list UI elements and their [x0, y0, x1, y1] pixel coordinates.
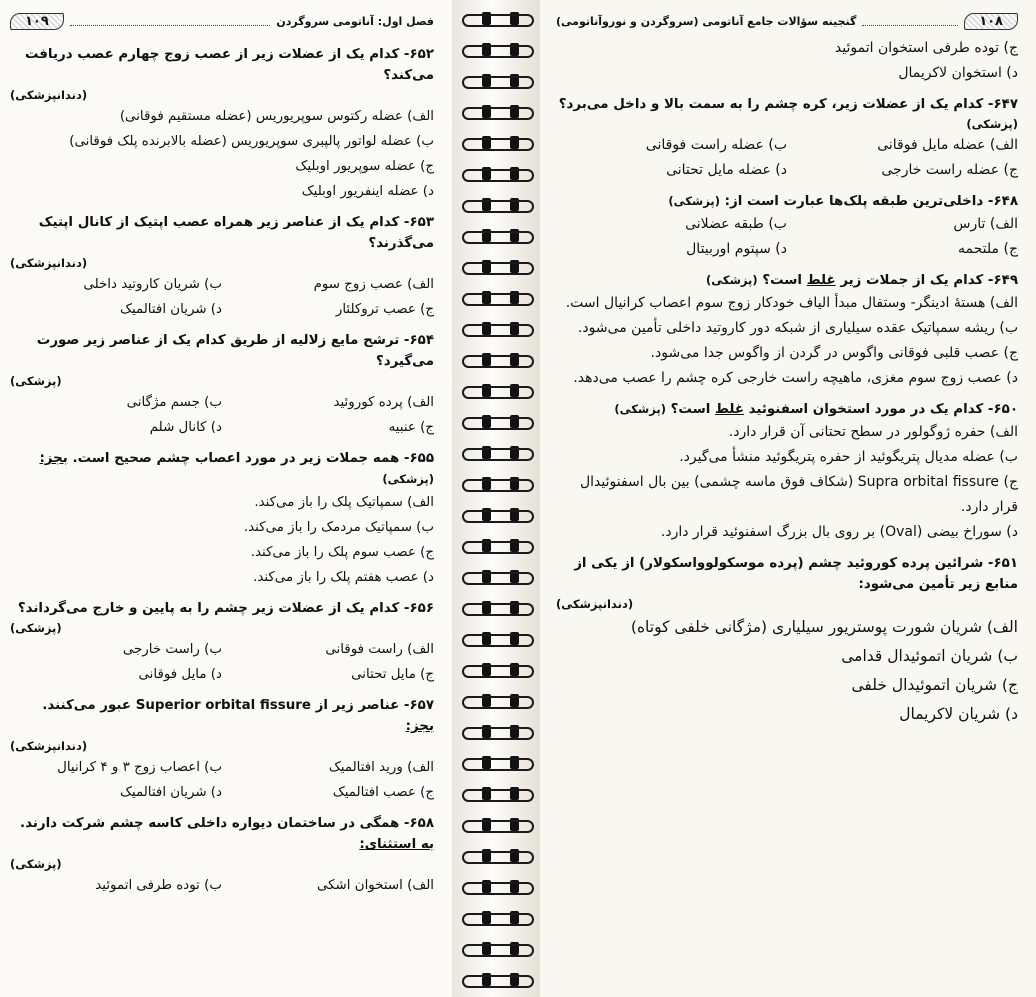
- spiral-coil: [456, 911, 536, 925]
- coil-wire: [462, 262, 534, 275]
- coil-wire: [462, 293, 534, 306]
- question-652: ۶۵۲- کدام یک از عضلات زیر از عصب زوج چهارم عصب دریافت می‌کند؟ (دندانپزشکی) الف) عضله رکتوس سوپریوریس (عضله مستقیم فوقانی) ب) عضله لواتور پالپبری سوپریوریس (عضله بالابرنده پلک فوقانی) ج) عضله سوپریور اوبلیک د) عضله اینفریور اوبلیک: [10, 47, 434, 199]
- spiral-coil: [456, 446, 536, 460]
- coil-wire: [462, 851, 534, 864]
- spiral-coil: [456, 384, 536, 398]
- question-658: ۶۵۸- همگی در ساختمان دیواره داخلی کاسه چشم شرکت دارند. به استثنای: (پزشکی) الف) استخوان اشکی ب) توده طرفی اتموئید: [10, 816, 434, 893]
- book-title: گنجینه سؤالات جامع آناتومی (سروگردن و نوروآناتومی): [556, 14, 857, 28]
- right-page-header: [556, 6, 1018, 36]
- page-number: ۱۰۹: [10, 13, 64, 30]
- spiral-coil: [456, 508, 536, 522]
- spiral-coil: [456, 136, 536, 150]
- spiral-coil: [456, 260, 536, 274]
- carryover-option: د) استخوان لاکریمال: [898, 65, 1018, 81]
- spiral-coil: [456, 353, 536, 367]
- spiral-coil: [456, 322, 536, 336]
- spiral-coil: [456, 601, 536, 615]
- question-655: ۶۵۵- همه جملات زیر در مورد اعصاب چشم صحیح است. بجز: (پزشکی) الف) سمپاتیک پلک را باز می‌کند. ب) سمپاتیک مردمک را باز می‌کند. ج) عصب سوم پلک را باز می‌کند. د) عصب هفتم پلک را باز می‌کند.: [39, 451, 434, 585]
- spiral-coil: [456, 43, 536, 57]
- spiral-coil: [456, 74, 536, 88]
- right-page: [540, 0, 1036, 997]
- coil-wire: [462, 479, 534, 492]
- spiral-coil: [456, 167, 536, 181]
- coil-wire: [462, 76, 534, 89]
- spiral-coil: [456, 880, 536, 894]
- coil-wire: [462, 727, 534, 740]
- coil-wire: [462, 882, 534, 895]
- question-647: ۶۴۷- کدام یک از عضلات زیر، کره چشم را به سمت بالا و داخل می‌برد؟ (پزشکی) الف) عضله مایل فوقانی ب) عضله راست فوقانی ج) عضله راست خارجی د) عضله مایل تحتانی: [558, 97, 1018, 178]
- spiral-coil: [456, 229, 536, 243]
- coil-wire: [462, 107, 534, 120]
- coil-wire: [462, 355, 534, 368]
- carryover-option: ج) توده طرفی استخوان اتموئید: [834, 40, 1018, 56]
- coil-wire: [462, 665, 534, 678]
- spiral-coil: [456, 632, 536, 646]
- coil-wire: [462, 510, 534, 523]
- coil-wire: [462, 913, 534, 926]
- spiral-coil: [456, 818, 536, 832]
- spiral-coil: [456, 694, 536, 708]
- spiral-coil: [456, 849, 536, 863]
- spiral-coil: [456, 291, 536, 305]
- spiral-coil: [456, 12, 536, 26]
- question-tag: (دندانپزشکی): [10, 88, 88, 102]
- question-648: ۶۴۸- داخلی‌ترین طبقه پلک‌ها عبارت است از: (پزشکی) الف) تارس ب) طبقه عضلانی ج) ملتحمه د) سپتوم اوربیتال: [668, 194, 1018, 257]
- question-656: ۶۵۶- کدام یک از عضلات زیر چشم را به پایین و خارج می‌گرداند؟ (پزشکی) الف) راست فوقانی ب) راست خارجی ج) مایل تحتانی د) مایل فوقانی: [10, 601, 434, 682]
- coil-wire: [462, 138, 534, 151]
- page-number: ۱۰۸: [964, 13, 1018, 30]
- question-657: ۶۵۷- عناصر زیر از Superior orbital fissure عبور می‌کنند. بجز: (دندانپزشکی) الف) ورید افتالمیک ب) اعصاب زوج ۳ و ۴ کرانیال ج) عصب افتالمیک د) شریان افتالمیک: [10, 698, 434, 800]
- spiral-binding: [452, 0, 540, 997]
- coil-wire: [462, 572, 534, 585]
- coil-wire: [462, 14, 534, 27]
- spiral-coil: [456, 942, 536, 956]
- question-649: ۶۴۹- کدام یک از جملات زیر غلط است؟ (پزشکی) الف) هستهٔ ادینگر- وستفال مبدأ الیاف خودکار زوج سوم اعصاب کرانیال است. ب) ریشه سمپاتیک عقده سیلیاری از شبکه دور کاروتید داخلی تأمین می‌شود. ج) عصب قلبی فوقانی واگوس در گردن از واگوس جدا می‌شود. د) عصب زوج سوم مغزی، ماهیچه راست خارجی کره چشم را عصب می‌دهد.: [565, 273, 1018, 386]
- coil-wire: [462, 820, 534, 833]
- coil-wire: [462, 634, 534, 647]
- coil-wire: [462, 169, 534, 182]
- coil-wire: [462, 603, 534, 616]
- question-653: ۶۵۳- کدام یک از عناصر زیر همراه عصب اپتیک از کانال اپتیک می‌گذرند؟ (دندانپزشکی) الف) عصب زوج سوم ب) شریان کاروتید داخلی ج) عصب تروکلئار د) شریان افتالمیک: [10, 215, 434, 317]
- question-651: ۶۵۱- شرائین پرده کوروئید چشم (پرده موسکولوواسکولار) از یکی از منابع زیر تأمین می‌شود: (دندانپزشکی) الف) شریان شورت پوستریور سیلیاری (مژگانی خلفی کوتاه) ب) شریان اتموئیدال قدامی ج) شریان اتموئیدال خلفی د) شریان لاکریمال: [556, 556, 1018, 723]
- spiral-coil: [456, 570, 536, 584]
- spiral-coil: [456, 787, 536, 801]
- chapter-title: فصل اول: آناتومی سروگردن: [276, 14, 434, 28]
- coil-wire: [462, 45, 534, 58]
- coil-wire: [462, 758, 534, 771]
- coil-wire: [462, 541, 534, 554]
- coil-wire: [462, 417, 534, 430]
- spiral-coil: [456, 663, 536, 677]
- coil-wire: [462, 696, 534, 709]
- coil-wire: [462, 200, 534, 213]
- spiral-coil: [456, 105, 536, 119]
- spiral-coil: [456, 973, 536, 987]
- spiral-coil: [456, 725, 536, 739]
- left-page-header: [10, 6, 434, 36]
- coil-wire: [462, 975, 534, 988]
- coil-wire: [462, 386, 534, 399]
- spiral-coil: [456, 477, 536, 491]
- left-page: [0, 0, 452, 997]
- spiral-coil: [456, 415, 536, 429]
- spiral-coil: [456, 198, 536, 212]
- coil-wire: [462, 789, 534, 802]
- spiral-coil: [456, 539, 536, 553]
- spiral-coil: [456, 756, 536, 770]
- coil-wire: [462, 944, 534, 957]
- coil-wire: [462, 448, 534, 461]
- question-650: ۶۵۰- کدام یک در مورد استخوان اسفنوئید غلط است؟ (پزشکی) الف) حفره ژوگولور در سطح تحتانی آن قرار دارد. ب) عضله مدیال پتریگوئید از حفره پتریگوئید منشأ می‌گیرد. ج) Supra orbital fissure (شکاف فوق ماسه چشمی) بین بال اسفنوئیدال قرار دارد. د) سوراخ بیضی (Oval) بر روی بال بزرگ اسفنوئید قرار دارد.: [579, 402, 1018, 540]
- coil-wire: [462, 324, 534, 337]
- coil-wire: [462, 231, 534, 244]
- question-654: ۶۵۴- ترشح مایع زلالیه از طریق کدام یک از عناصر زیر صورت می‌گیرد؟ (پزشکی) الف) پرده کوروئید ب) جسم مژگانی ج) عنبیه د) کانال شلم: [10, 333, 434, 435]
